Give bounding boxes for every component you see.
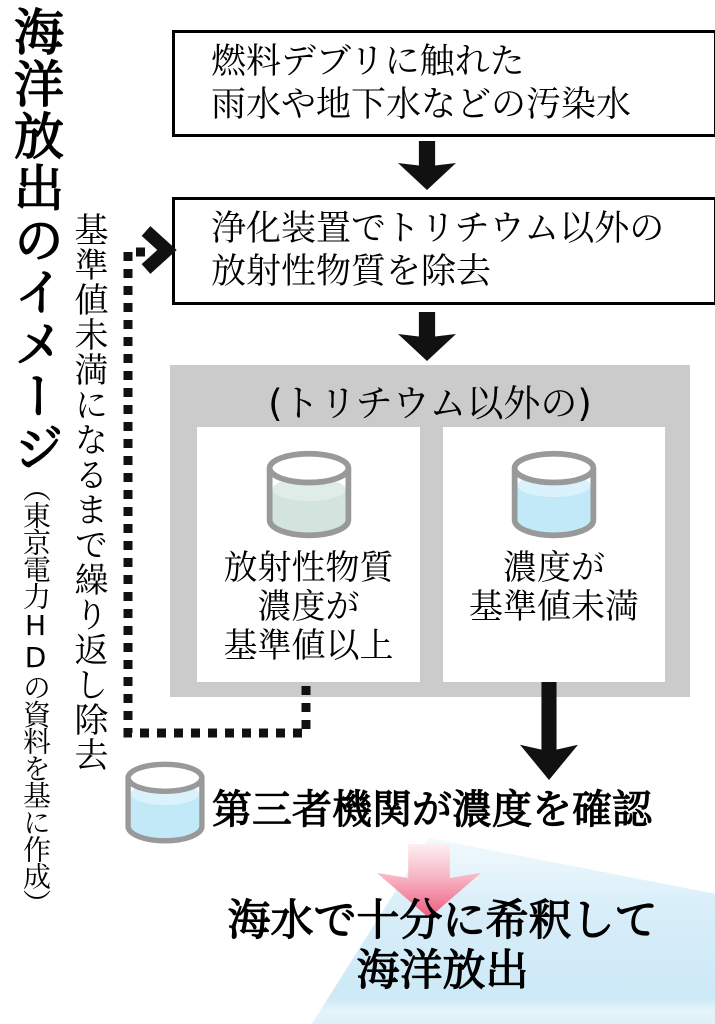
above-standard-line1: 放射性物質 bbox=[223, 548, 394, 588]
down-arrow-icon bbox=[398, 312, 456, 361]
above-standard-text bbox=[224, 549, 394, 666]
water-tank-check-icon bbox=[120, 753, 210, 853]
source-note-hd: HD bbox=[19, 609, 52, 673]
above-standard-card bbox=[197, 427, 420, 682]
below-standard-text bbox=[469, 549, 639, 627]
below-standard-line1: 濃度が bbox=[503, 548, 605, 588]
left-title-column bbox=[2, 6, 68, 1018]
panel-label: (トリチウム以外の) bbox=[268, 382, 592, 425]
sea-release-line2: 海洋放出 bbox=[356, 946, 529, 996]
sea-release-text bbox=[170, 896, 715, 996]
repeat-loop-label: 基準値未満になるまで繰り返し除去 bbox=[68, 212, 108, 772]
down-arrow-icon bbox=[398, 141, 456, 190]
contaminated-water-line2: 雨水や地下水などの汚染水 bbox=[211, 84, 632, 125]
third-party-check-label: 第三者機関が濃度を確認 bbox=[212, 787, 652, 833]
contaminated-water-box bbox=[172, 30, 715, 137]
loop-arrowhead-icon bbox=[146, 231, 167, 269]
tritium-comparison-panel bbox=[170, 365, 690, 697]
contaminated-water-line1: 燃料デブリに触れた bbox=[211, 41, 525, 82]
below-standard-card bbox=[443, 427, 665, 682]
water-tank-clean-icon bbox=[506, 445, 602, 545]
below-standard-line2: 基準値未満 bbox=[469, 587, 639, 627]
water-tank-dirty-icon bbox=[261, 445, 357, 545]
source-note-post: の資料を基に作成） bbox=[19, 673, 52, 916]
diagram-title: 海洋放出のイメージ bbox=[6, 6, 64, 474]
purification-line1: 浄化装置でトリチウム以外の bbox=[211, 209, 665, 249]
sea-release-line1: 海水で十分に希釈して bbox=[227, 896, 658, 946]
purification-box bbox=[172, 197, 715, 305]
purification-line2: 放射性物質を除去 bbox=[211, 252, 492, 292]
source-note-pre: （東京電力 bbox=[19, 474, 52, 609]
diagram-source-note bbox=[19, 474, 52, 916]
above-standard-line3: 基準値以上 bbox=[223, 626, 394, 666]
above-standard-line2: 濃度が bbox=[257, 587, 360, 627]
